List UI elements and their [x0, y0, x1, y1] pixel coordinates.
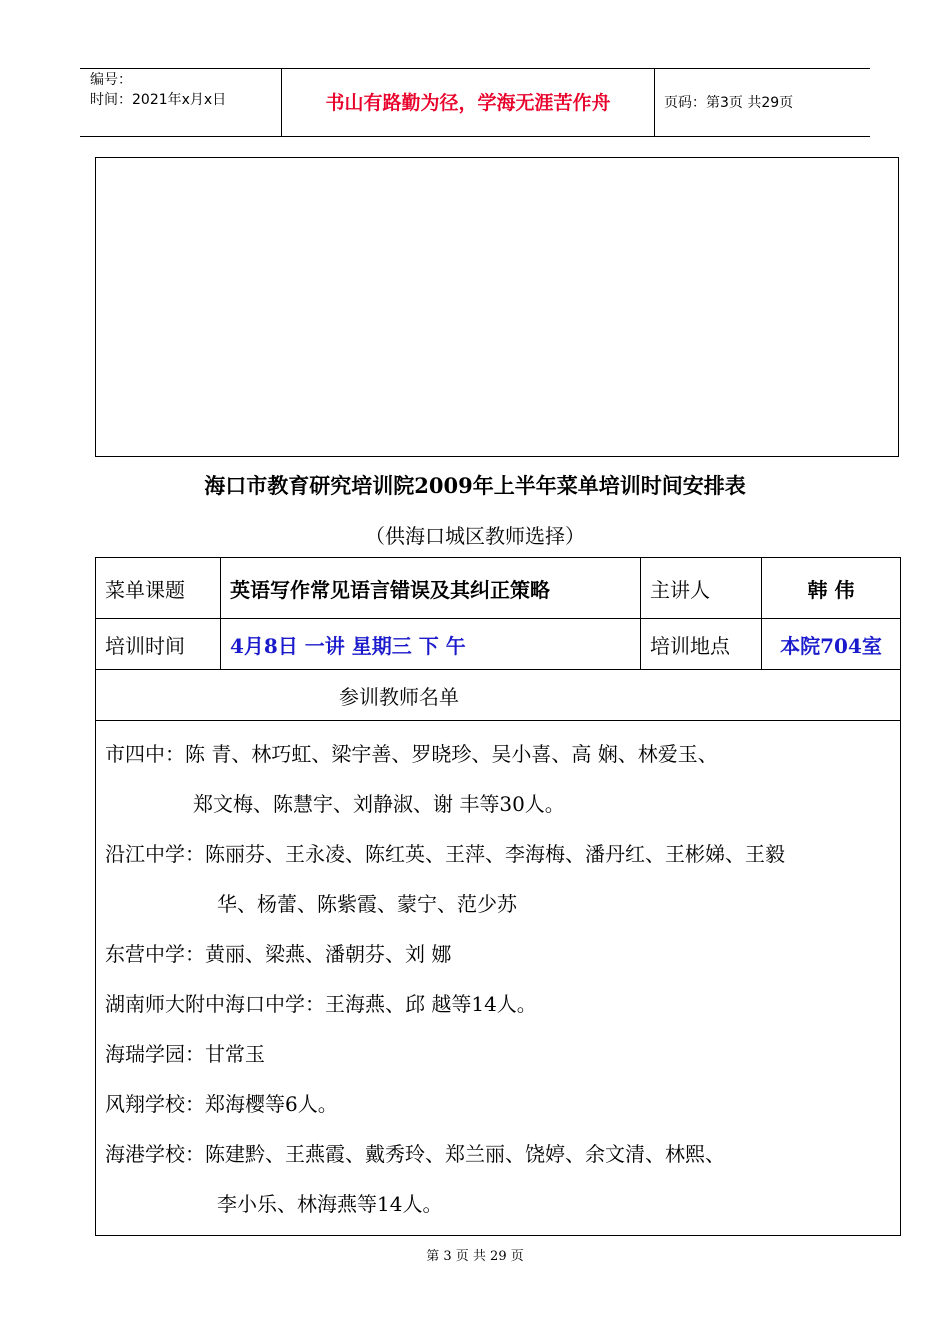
place-label: 培训地点	[641, 619, 762, 670]
list-item: 海瑞学园：甘常玉	[105, 1042, 265, 1066]
list-item: 市四中：陈 青、林巧虹、梁宇善、罗晓珍、吴小喜、高 娴、林爱玉、	[105, 742, 718, 766]
header-top-rule	[80, 68, 870, 69]
document-title: 海口市教育研究培训院2009年上半年菜单培训时间安排表	[204, 473, 746, 498]
speaker-label: 主讲人	[641, 558, 762, 619]
header-page-number: 页码：第3页 共29页	[664, 95, 794, 111]
place-value: 本院704室	[762, 619, 901, 670]
list-item: 海港学校：陈建黔、王燕霞、戴秀玲、郑兰丽、饶婷、余文清、林熙、	[105, 1142, 725, 1166]
time-value: 4月8日 一讲 星期三 下 午	[221, 619, 641, 670]
time-label: 培训时间	[96, 619, 221, 670]
table-row	[96, 619, 901, 670]
list-item: 风翔学校：郑海樱等6人。	[105, 1092, 338, 1116]
document-subtitle: （供海口城区教师选择）	[365, 524, 585, 548]
list-item: 李小乐、林海燕等14人。	[217, 1192, 443, 1216]
list-item: 沿江中学：陈丽芬、王永凌、陈红英、王萍、李海梅、潘丹红、王彬娣、王毅	[105, 842, 785, 866]
teacher-list	[96, 721, 901, 1236]
teacher-list-header: 参训教师名单	[96, 670, 901, 721]
header-motto: 书山有路勤为径，学海无涯苦作舟	[325, 92, 611, 114]
table-row	[96, 721, 901, 1236]
table-row	[96, 670, 901, 721]
blank-frame	[95, 157, 899, 457]
header-divider-right	[654, 68, 655, 136]
header-date: 时间：2021年x月x日	[90, 92, 227, 108]
footer-page-number: 第 3 页 共 29 页	[426, 1249, 524, 1264]
header-info	[90, 70, 226, 110]
list-item: 郑文梅、陈慧宇、刘静淑、谢 丰等30人。	[193, 792, 565, 816]
topic-label: 菜单课题	[96, 558, 221, 619]
list-item: 湖南师大附中海口中学：王海燕、邱 越等14人。	[105, 992, 537, 1016]
speaker-value: 韩 伟	[762, 558, 901, 619]
topic-value: 英语写作常见语言错误及其纠正策略	[221, 558, 641, 619]
list-item: 华、杨蕾、陈紫霞、蒙宁、范少苏	[217, 892, 517, 916]
table-row	[96, 558, 901, 619]
header-number: 编号：	[90, 72, 132, 88]
schedule-table	[95, 557, 901, 1236]
header-bottom-rule	[80, 136, 870, 137]
list-item: 东营中学：黄丽、梁燕、潘朝芬、刘 娜	[105, 942, 452, 966]
